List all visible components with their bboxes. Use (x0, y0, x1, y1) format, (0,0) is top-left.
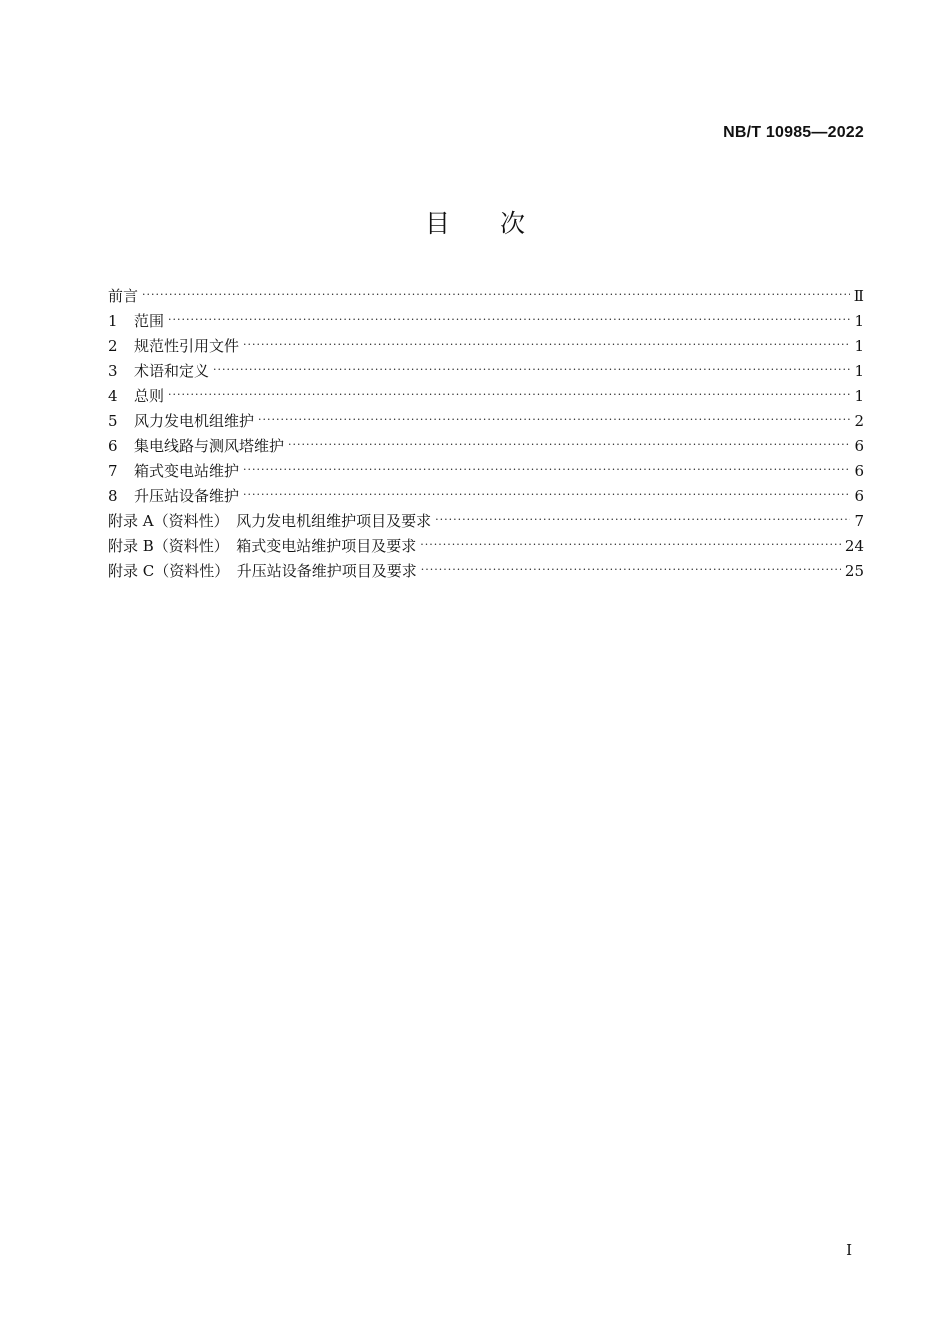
toc-entry-number: 5 (108, 412, 118, 430)
toc-entry-label: 附录 B（资料性） 箱式变电站维护项目及要求 (108, 537, 417, 555)
table-of-contents (108, 284, 864, 584)
toc-entry-label: 规范性引用文件 (134, 337, 240, 355)
toc-entry-page: 7 (854, 512, 864, 530)
toc-entry-label: 风力发电机组维护 (134, 412, 255, 430)
dot-leader (435, 506, 850, 532)
toc-entry-page: 2 (854, 412, 864, 430)
dot-leader (168, 381, 850, 407)
toc-entry-page: 1 (854, 312, 864, 330)
standard-code: NB/T 10985—2022 (723, 124, 864, 141)
toc-entry-label: 术语和定义 (134, 362, 210, 380)
toc-entry-number: 3 (108, 362, 118, 380)
toc-entry-page: 1 (854, 337, 864, 355)
dot-leader (243, 331, 850, 357)
toc-entry-page: 6 (854, 462, 864, 480)
page-title: 目 次 (424, 209, 525, 238)
toc-entry-page: Ⅱ (853, 287, 864, 305)
toc-entry-page: 1 (854, 387, 864, 405)
toc-entry[interactable] (108, 559, 864, 584)
toc-entry-number: 4 (108, 387, 118, 405)
dot-leader (142, 281, 850, 307)
toc-entry-number: 6 (108, 437, 118, 455)
toc-entry-label: 附录 A（资料性） 风力发电机组维护项目及要求 (108, 512, 432, 530)
page-number: I (846, 1241, 852, 1259)
dot-leader (243, 456, 850, 482)
dot-leader (421, 556, 841, 582)
toc-entry-label: 总则 (134, 387, 165, 405)
toc-entry-label: 升压站设备维护 (134, 487, 240, 505)
toc-entry-number: 8 (108, 487, 118, 505)
toc-entry-page: 6 (854, 487, 864, 505)
toc-entry-page: 1 (854, 362, 864, 380)
toc-entry-label: 附录 C（资料性） 升压站设备维护项目及要求 (108, 562, 417, 580)
toc-entry-number: 7 (108, 462, 118, 480)
dot-leader (420, 531, 841, 557)
dot-leader (258, 406, 850, 432)
toc-entry-label: 前言 (108, 287, 139, 305)
dot-leader (213, 356, 850, 382)
dot-leader (243, 481, 850, 507)
toc-entry-page: 25 (844, 562, 864, 580)
toc-entry-number: 2 (108, 337, 118, 355)
toc-entry-number: 1 (108, 312, 118, 330)
toc-entry-label: 箱式变电站维护 (134, 462, 240, 480)
toc-entry-page: 6 (854, 437, 864, 455)
dot-leader (168, 306, 850, 332)
dot-leader (288, 431, 850, 457)
toc-entry-label: 集电线路与测风塔维护 (134, 437, 285, 455)
toc-entry-page: 24 (844, 537, 864, 555)
toc-entry-label: 范围 (134, 312, 165, 330)
